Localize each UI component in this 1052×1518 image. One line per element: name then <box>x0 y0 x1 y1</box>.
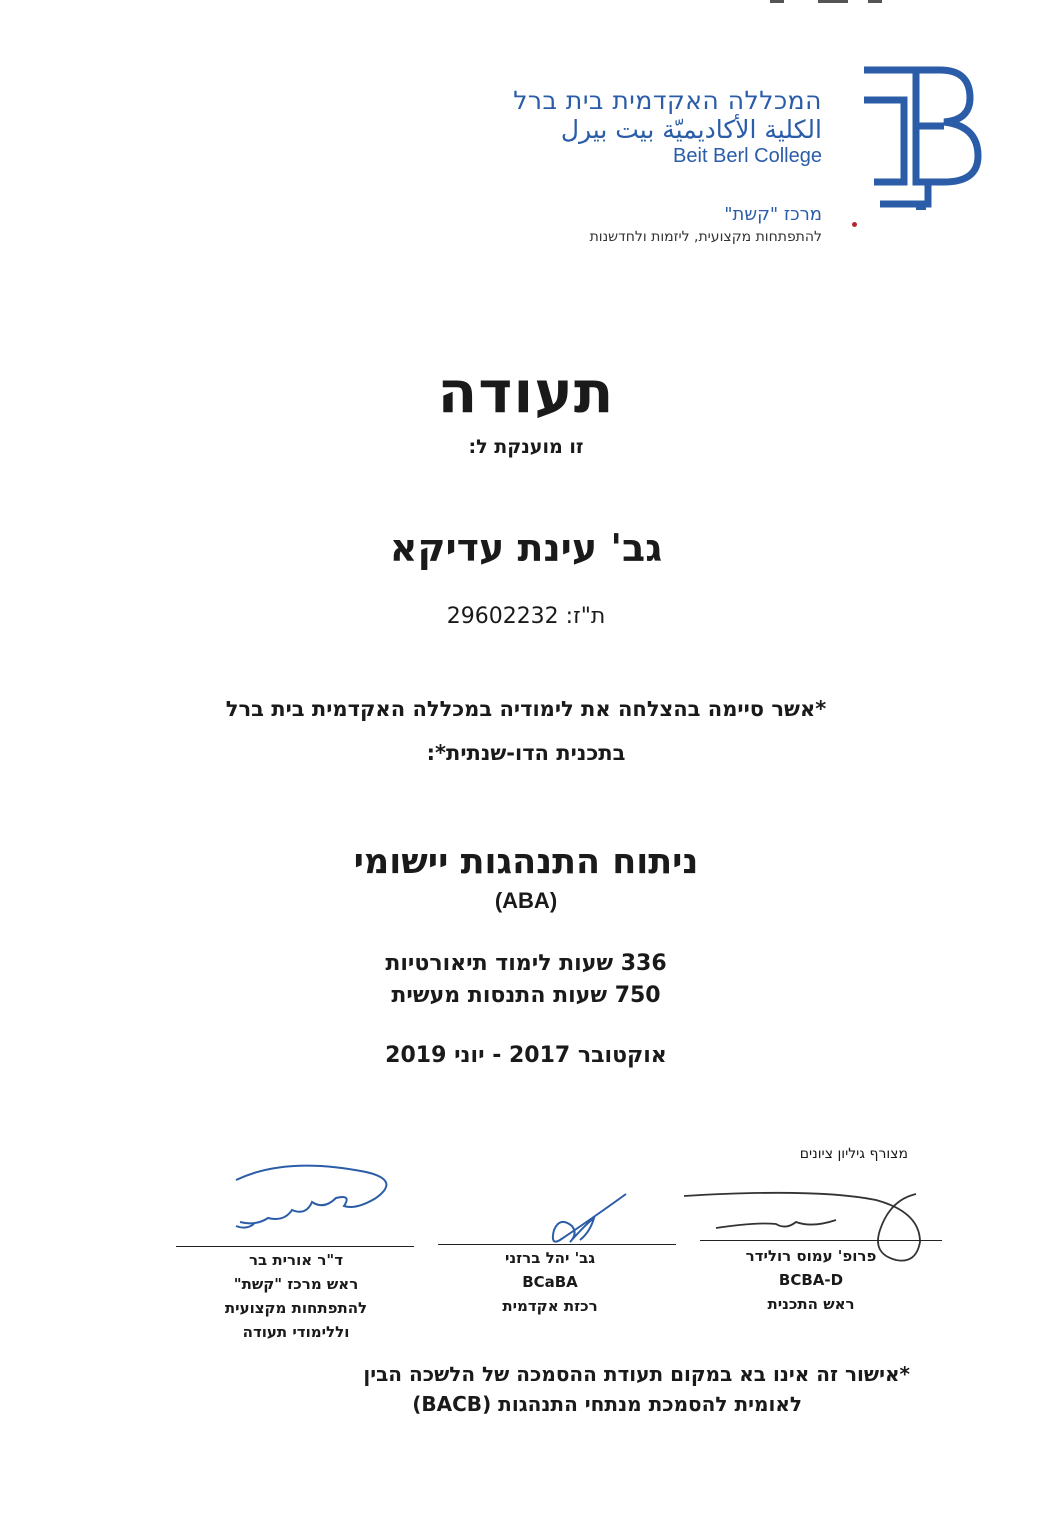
footnote-line: *אישור זה אינו בא במקום תעודת ההסמכה של הלשכה הבין <box>363 1362 910 1386</box>
center-description: להתפתחות מקצועית, ליזמות ולחדשנות <box>589 229 822 245</box>
beit-berl-logo-icon <box>858 64 982 214</box>
signature-line <box>438 1244 676 1245</box>
signatory-center-head <box>186 1248 406 1344</box>
college-name-hebrew: המכללה האקדמית בית ברל <box>513 86 822 115</box>
practice-hours: 750 שעות התנסות מעשית <box>391 983 661 1008</box>
signatory-credential: BCBA-D <box>778 1271 844 1289</box>
scan-mark <box>770 0 784 3</box>
awarded-to-label: זו מוענקת ל: <box>468 436 584 458</box>
study-dates: אוקטובר 2017 - יוני 2019 <box>385 1043 667 1068</box>
accent-dot <box>852 222 857 227</box>
signatory-role: ראש מרכז "קשת" <box>233 1275 359 1293</box>
signatory-name: פרופ' עמוס רולידר <box>745 1247 877 1265</box>
signatory-academic-coordinator <box>450 1246 650 1318</box>
footnote-line: לאומית להסמכת מנתחי התנהגות (BACB) <box>412 1392 802 1416</box>
college-name-english: Beit Berl College <box>673 145 822 167</box>
program-name: ניתוח התנהגות יישומי <box>353 842 699 882</box>
certificate-title: תעודה <box>437 358 615 426</box>
transcript-note: מצורף גיליון ציונים <box>799 1146 908 1162</box>
signatory-credential: BCaBA <box>522 1273 578 1291</box>
program-abbreviation: (ABA) <box>494 888 558 913</box>
program-type: בתכנית הדו-שנתית*: <box>426 741 626 765</box>
signatory-program-head <box>700 1244 922 1316</box>
signature-line <box>176 1246 414 1247</box>
scan-mark <box>818 0 848 3</box>
signatory-role: וללימודי תעודה <box>242 1323 350 1341</box>
signature-yahel-barzani <box>540 1190 640 1250</box>
signature-line <box>700 1240 942 1241</box>
signatory-role: ראש התכנית <box>767 1295 855 1313</box>
signatory-role: רכזת אקדמית <box>502 1297 598 1315</box>
id-number: ת"ז: 29602232 <box>446 604 606 629</box>
signatory-name: גב' יהל ברזני <box>504 1249 596 1267</box>
signatory-role: להתפתחות מקצועית <box>224 1299 368 1317</box>
signatory-name: ד"ר אורית בר <box>248 1251 344 1269</box>
college-name-arabic: الكلية الأكاديميّة بيت بيرل <box>560 115 822 144</box>
scan-mark <box>868 0 882 3</box>
theory-hours: 336 שעות לימוד תיאורטיות <box>385 951 667 976</box>
signature-orit-bar <box>226 1160 406 1240</box>
center-name: מרכז "קשת" <box>724 204 822 225</box>
completion-statement: *אשר סיימה בהצלחה את לימודיה במכללה האקדמית בית ברל <box>225 697 827 721</box>
recipient-name: גב' עינת עדיקא <box>389 526 663 570</box>
